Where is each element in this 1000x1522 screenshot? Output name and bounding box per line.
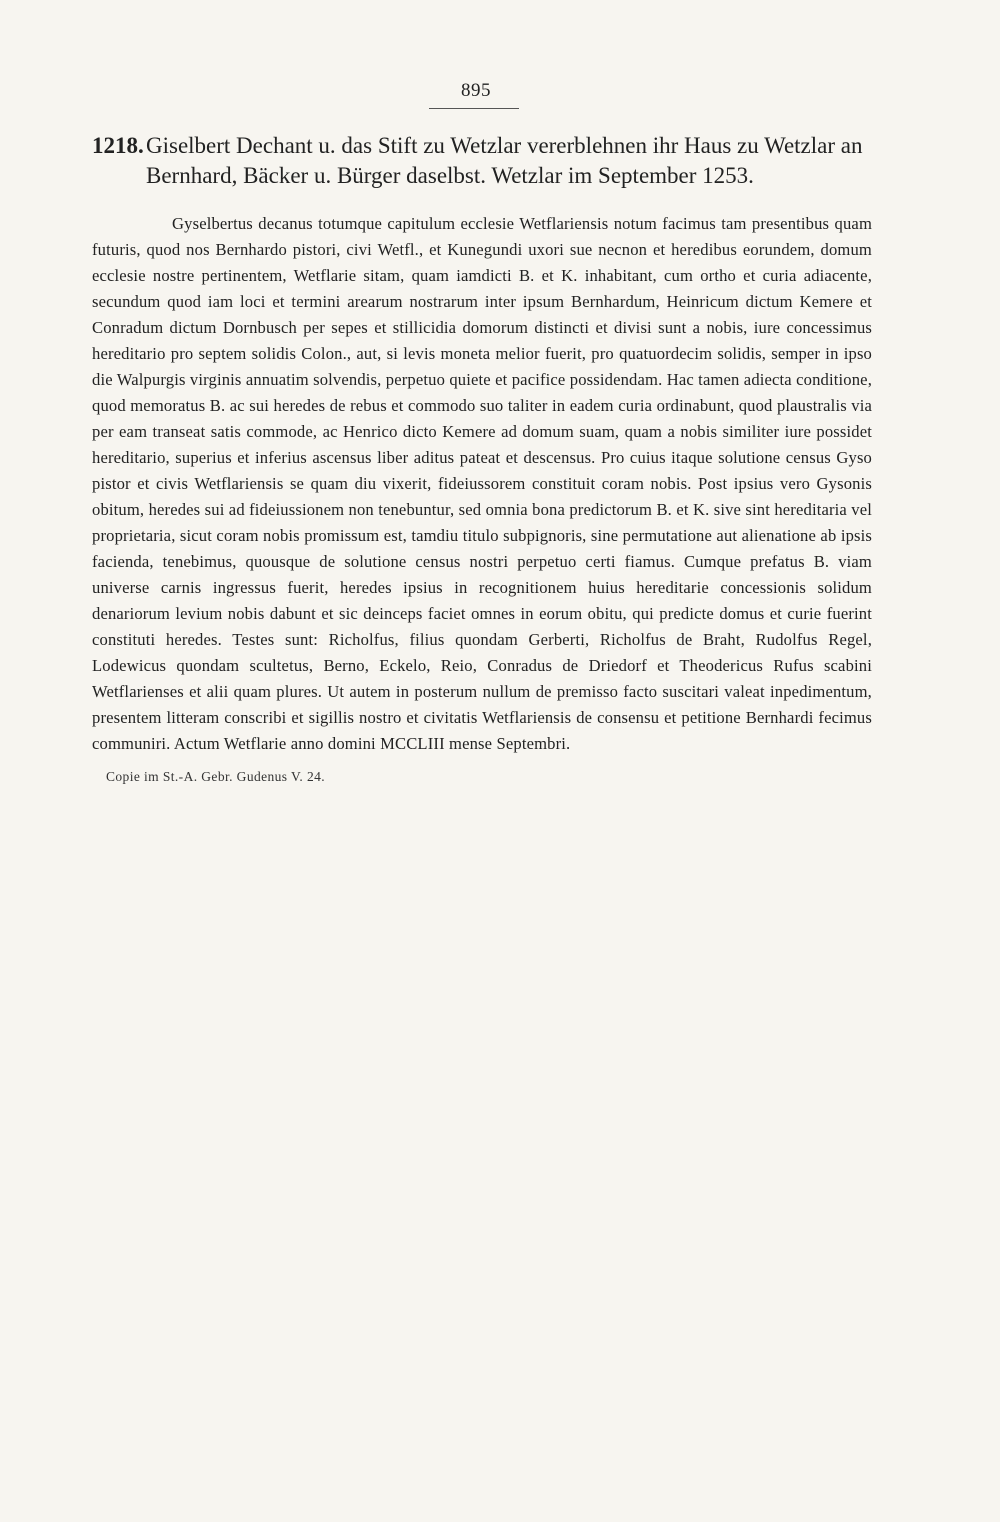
header-rule <box>429 108 519 109</box>
entry-heading: Giselbert Dechant u. das Stift zu Wetzlar vererblehnen ihr Haus zu Wetzlar an Bernhard, Bäcker u. Bürger daselbst. Wetzlar im September 1253. <box>146 133 863 188</box>
charter-text: Gyselbertus decanus totumque capitulum ecclesie Wetflariensis notum facimus tam presentibus quam futuris, quod nos Bernhardo pistori, civi Wetfl., et Kunegundi uxori sue necnon et heredibus eorundem, domum ecclesie nostre pertinentem, Wetflarie sitam, quam iamdicti B. et K. inhabitant, cum ortho et curia adiacente, secundum quod iam loci et termini arearum nostrarum inter ipsum Bernhardum, Heinricum dictum Kemere et Conradum dictum Dornbusch per sepes et stillicidia domorum distincti et divisi sunt a nobis, iure concessimus hereditario pro septem solidis Colon., aut, si levis moneta melior fuerit, pro quatuordecim solidis, semper in ipso die Walpurgis virginis annuatim solvendis, perpetuo quiete et pacifice possidendam. Hac tamen adiecta conditione, quod memoratus B. ac sui heredes de rebus et commodo suo taliter in eadem curia ordinabunt, quod plaustralis via per eam transeat satis commode, ac Henrico dicto Kemere ad domum suam, quam a nobis similiter iure possidet hereditario, superius et inferius ascensus liber aditus pateat et descensus. Pro cuius itaque solutione census Gyso pistor et civis Wetflariensis se quam diu vixerit, fideiussorem constituit coram nobis. Post ipsius vero Gysonis obitum, heredes sui ad fideiussionem non tenebuntur, sed omnia bona predictorum B. et K. sive sint hereditaria vel proprietaria, sicut coram nobis promissum est, tamdiu titulo subpignoris, sine permutatione aut alienatione ab ipsis facienda, tenebimus, quousque de solutione census nostri perpetuo certi fiamus. Cumque prefatus B. viam universe carnis ingressus fuerit, heredes ipsius in recognitionem huius hereditarie concessionis solidum denariorum levium nobis dabunt et sic deinceps faciet omnes in eorum obitu, qui predicte domus et curie fuerint constituti heredes. Testes sunt: Richolfus, filius quondam Gerberti, Richolfus de Braht, Rudolfus Regel, Lodewicus quondam scultetus, Berno, Eckelo, Reio, Conradus de Driedorf et Theodericus Rufus scabini Wetflarienses et alii quam plures. Ut autem in posterum nullum de premisso facto suscitari valeat inpedimentum, presentem litteram conscribi et sigillis nostro et civitatis Wetflariensis de consensu et petitione Bernhardi fecimus communiri. Actum Wetflarie anno domini MCCLIII mense Septembri. <box>92 214 872 753</box>
entry-number: 1218. <box>92 133 144 158</box>
document-page <box>92 80 872 785</box>
entry-heading-block <box>92 131 872 191</box>
source-note: Copie im St.-A. Gebr. Gudenus V. 24. <box>106 769 326 784</box>
page-number: 895 <box>461 80 491 101</box>
